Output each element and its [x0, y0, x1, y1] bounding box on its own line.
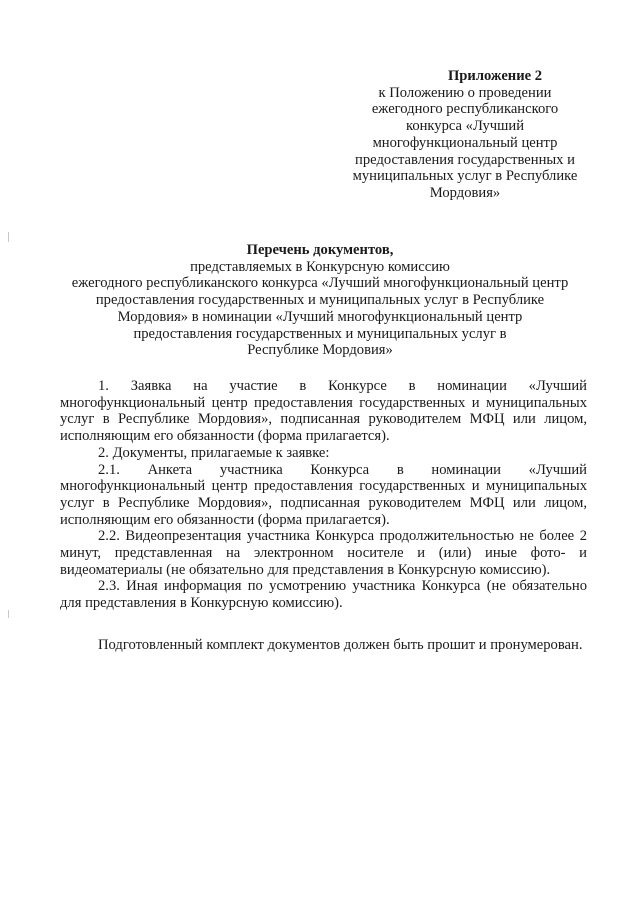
scan-edge-mark [8, 232, 9, 242]
list-title-line: ежегодного республиканского конкурса «Лучший многофункциональный центр [71, 275, 569, 292]
appendix-line: конкурса «Лучший [405, 118, 525, 135]
item-1-paragraph: 1. Заявка на участие в Конкурсе в номинации «Лучший многофункциональный центр предоставления государственных и муниципальных услуг в Республике Мордовия», подписанная руководителем МФЦ или лицом, исполняющим его обязанности (форма прилагается). [60, 378, 587, 445]
list-title-line: предоставления государственных и муниципальных услуг в [133, 325, 507, 342]
list-title-line: представляемых в Конкурсную комиссию [190, 258, 450, 275]
appendix-line: предоставления государственных и [355, 151, 575, 168]
list-title-heading: Перечень документов, [246, 242, 394, 258]
item-2-paragraph: 2. Документы, прилагаемые к заявке: [98, 444, 330, 461]
appendix-line: многофункциональный центр [372, 134, 558, 151]
appendix-heading: Приложение 2 [447, 68, 543, 84]
document-list-title [55, 242, 585, 359]
appendix-block [330, 68, 600, 202]
list-title-line: предоставления государственных и муниципальных услуг в Республике [95, 292, 545, 309]
appendix-line: к Положению о проведении [378, 84, 552, 101]
closing-paragraph: Подготовленный комплект документов должен быть прошит и пронумерован. [98, 636, 583, 653]
appendix-line: муниципальных услуг в Республике [352, 168, 578, 185]
list-title-line: Мордовия» в номинации «Лучший многофункциональный центр [117, 308, 523, 325]
appendix-line: Мордовия» [429, 184, 501, 201]
item-2-3-paragraph: 2.3. Иная информация по усмотрению участника Конкурса (не обязательно для представления в Конкурсную комиссию). [60, 578, 587, 612]
list-title-line: Республике Мордовия» [247, 342, 393, 359]
item-2-1-paragraph: 2.1. Анкета участника Конкурса в номинации «Лучший многофункциональный центр предоставления государственных и муниципальных услуг в Республике Мордовия», подписанная руководителем МФЦ или лицом, исполняющим его обязанности (форма прилагается). [60, 461, 587, 528]
scan-edge-mark [8, 610, 9, 618]
appendix-line: ежегодного республиканского [371, 101, 559, 118]
item-2-2-paragraph: 2.2. Видеопрезентация участника Конкурса продолжительностью не более 2 минут, представленная на электронном носителе и (или) иные фото- и видеоматериалы (не обязательно для представления в Конкурсную комиссию). [60, 528, 587, 578]
document-body [60, 378, 587, 654]
